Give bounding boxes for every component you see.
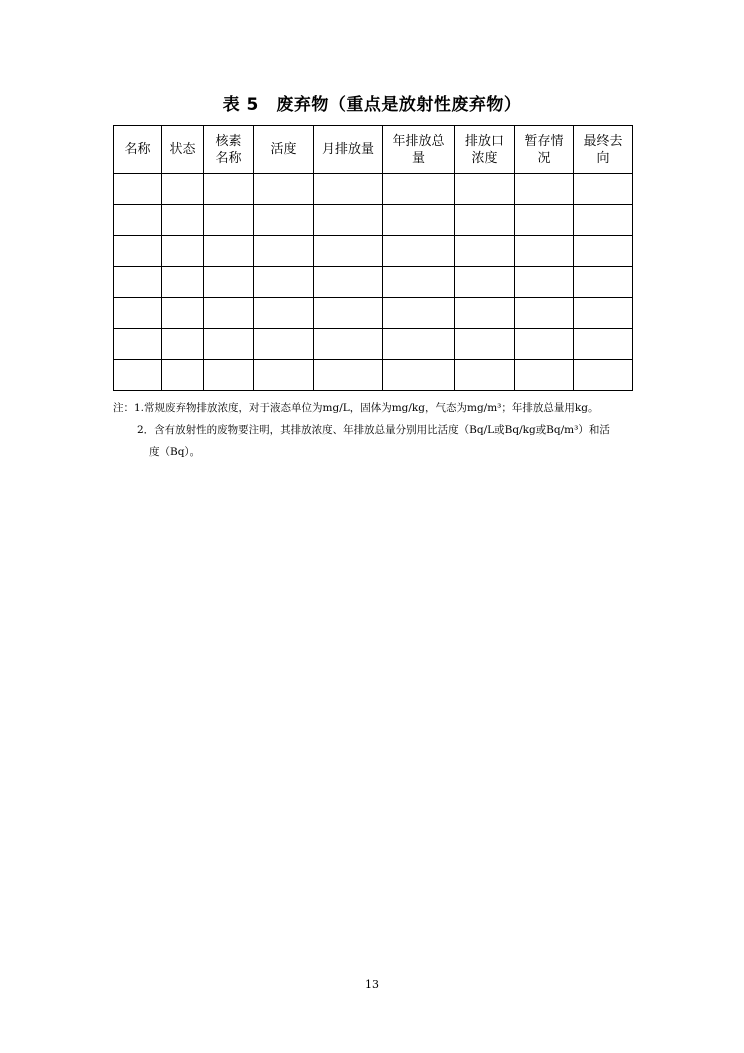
- table-cell: [515, 236, 574, 267]
- table-cell: [515, 174, 574, 205]
- table-cell: [383, 360, 455, 391]
- table-cell: [515, 360, 574, 391]
- note-1: 注：1.常规废弃物排放浓度，对于液态单位为mg/L，固体为mg/kg，气态为mg/m³；年排放总量用kg。: [113, 402, 599, 414]
- table-cell: [574, 205, 633, 236]
- table-cell: [574, 329, 633, 360]
- header-activity: 活度: [254, 126, 314, 174]
- header-monthly-discharge: 月排放量: [314, 126, 383, 174]
- table-cell: [162, 329, 204, 360]
- table-cell: [574, 174, 633, 205]
- table-cell: [204, 360, 254, 391]
- table-cell: [515, 298, 574, 329]
- table-cell: [114, 174, 162, 205]
- table-cell: [383, 267, 455, 298]
- table-cell: [383, 174, 455, 205]
- table-cell: [162, 298, 204, 329]
- table-cell: [114, 329, 162, 360]
- table-row: [114, 329, 633, 360]
- table-cell: [162, 205, 204, 236]
- table-cell: [314, 205, 383, 236]
- table-cell: [455, 236, 515, 267]
- header-final-destination: 最终去 向: [574, 126, 633, 174]
- table-cell: [314, 360, 383, 391]
- table-cell: [455, 360, 515, 391]
- table-row: [114, 298, 633, 329]
- table-cell: [515, 329, 574, 360]
- table-cell: [515, 205, 574, 236]
- table-cell: [254, 329, 314, 360]
- table-cell: [455, 205, 515, 236]
- waste-table: [113, 125, 633, 391]
- note-2-line-2: 度（Bq）。: [149, 446, 201, 458]
- table-cell: [455, 267, 515, 298]
- table-row: [114, 205, 633, 236]
- table-row: [114, 174, 633, 205]
- table-cell: [204, 174, 254, 205]
- table-cell: [114, 236, 162, 267]
- table-cell: [574, 360, 633, 391]
- table-row: [114, 360, 633, 391]
- table-cell: [515, 267, 574, 298]
- header-temporary-storage: 暂存情 况: [515, 126, 574, 174]
- table-cell: [383, 236, 455, 267]
- table-cell: [162, 236, 204, 267]
- table-cell: [114, 298, 162, 329]
- table-cell: [455, 329, 515, 360]
- table-cell: [162, 174, 204, 205]
- table-cell: [162, 267, 204, 298]
- table-cell: [574, 236, 633, 267]
- table-cell: [114, 205, 162, 236]
- table-row: [114, 267, 633, 298]
- table-cell: [455, 174, 515, 205]
- table-cell: [254, 205, 314, 236]
- table-cell: [254, 267, 314, 298]
- header-row: [114, 126, 633, 174]
- table-cell: [314, 298, 383, 329]
- table-cell: [455, 298, 515, 329]
- table-notes: [113, 397, 638, 463]
- header-name: 名称: [114, 126, 162, 174]
- table-cell: [314, 329, 383, 360]
- page-number: 13: [365, 978, 379, 991]
- table-cell: [254, 360, 314, 391]
- table-cell: [162, 360, 204, 391]
- table-cell: [314, 174, 383, 205]
- table-cell: [204, 329, 254, 360]
- header-state: 状态: [162, 126, 204, 174]
- note-2-line-1: 2．含有放射性的废物要注明，其排放浓度、年排放总量分别用比活度（Bq/L或Bq/kg或Bq/m³）和活: [137, 424, 610, 436]
- table-cell: [204, 267, 254, 298]
- table-cell: [204, 236, 254, 267]
- table-cell: [383, 329, 455, 360]
- table-cell: [204, 205, 254, 236]
- header-outlet-concentration: 排放口 浓度: [455, 126, 515, 174]
- table-cell: [114, 360, 162, 391]
- table-cell: [574, 267, 633, 298]
- table-cell: [383, 205, 455, 236]
- table-cell: [114, 267, 162, 298]
- table-cell: [204, 298, 254, 329]
- table-title: 表 5 废弃物（重点是放射性废弃物）: [222, 95, 522, 115]
- header-nuclide-name: 核素 名称: [204, 126, 254, 174]
- header-annual-total-discharge: 年排放总 量: [383, 126, 455, 174]
- table-row: [114, 236, 633, 267]
- table-cell: [574, 298, 633, 329]
- table-cell: [383, 298, 455, 329]
- table-cell: [254, 236, 314, 267]
- table-cell: [254, 174, 314, 205]
- table-cell: [254, 298, 314, 329]
- table-cell: [314, 267, 383, 298]
- table-cell: [314, 236, 383, 267]
